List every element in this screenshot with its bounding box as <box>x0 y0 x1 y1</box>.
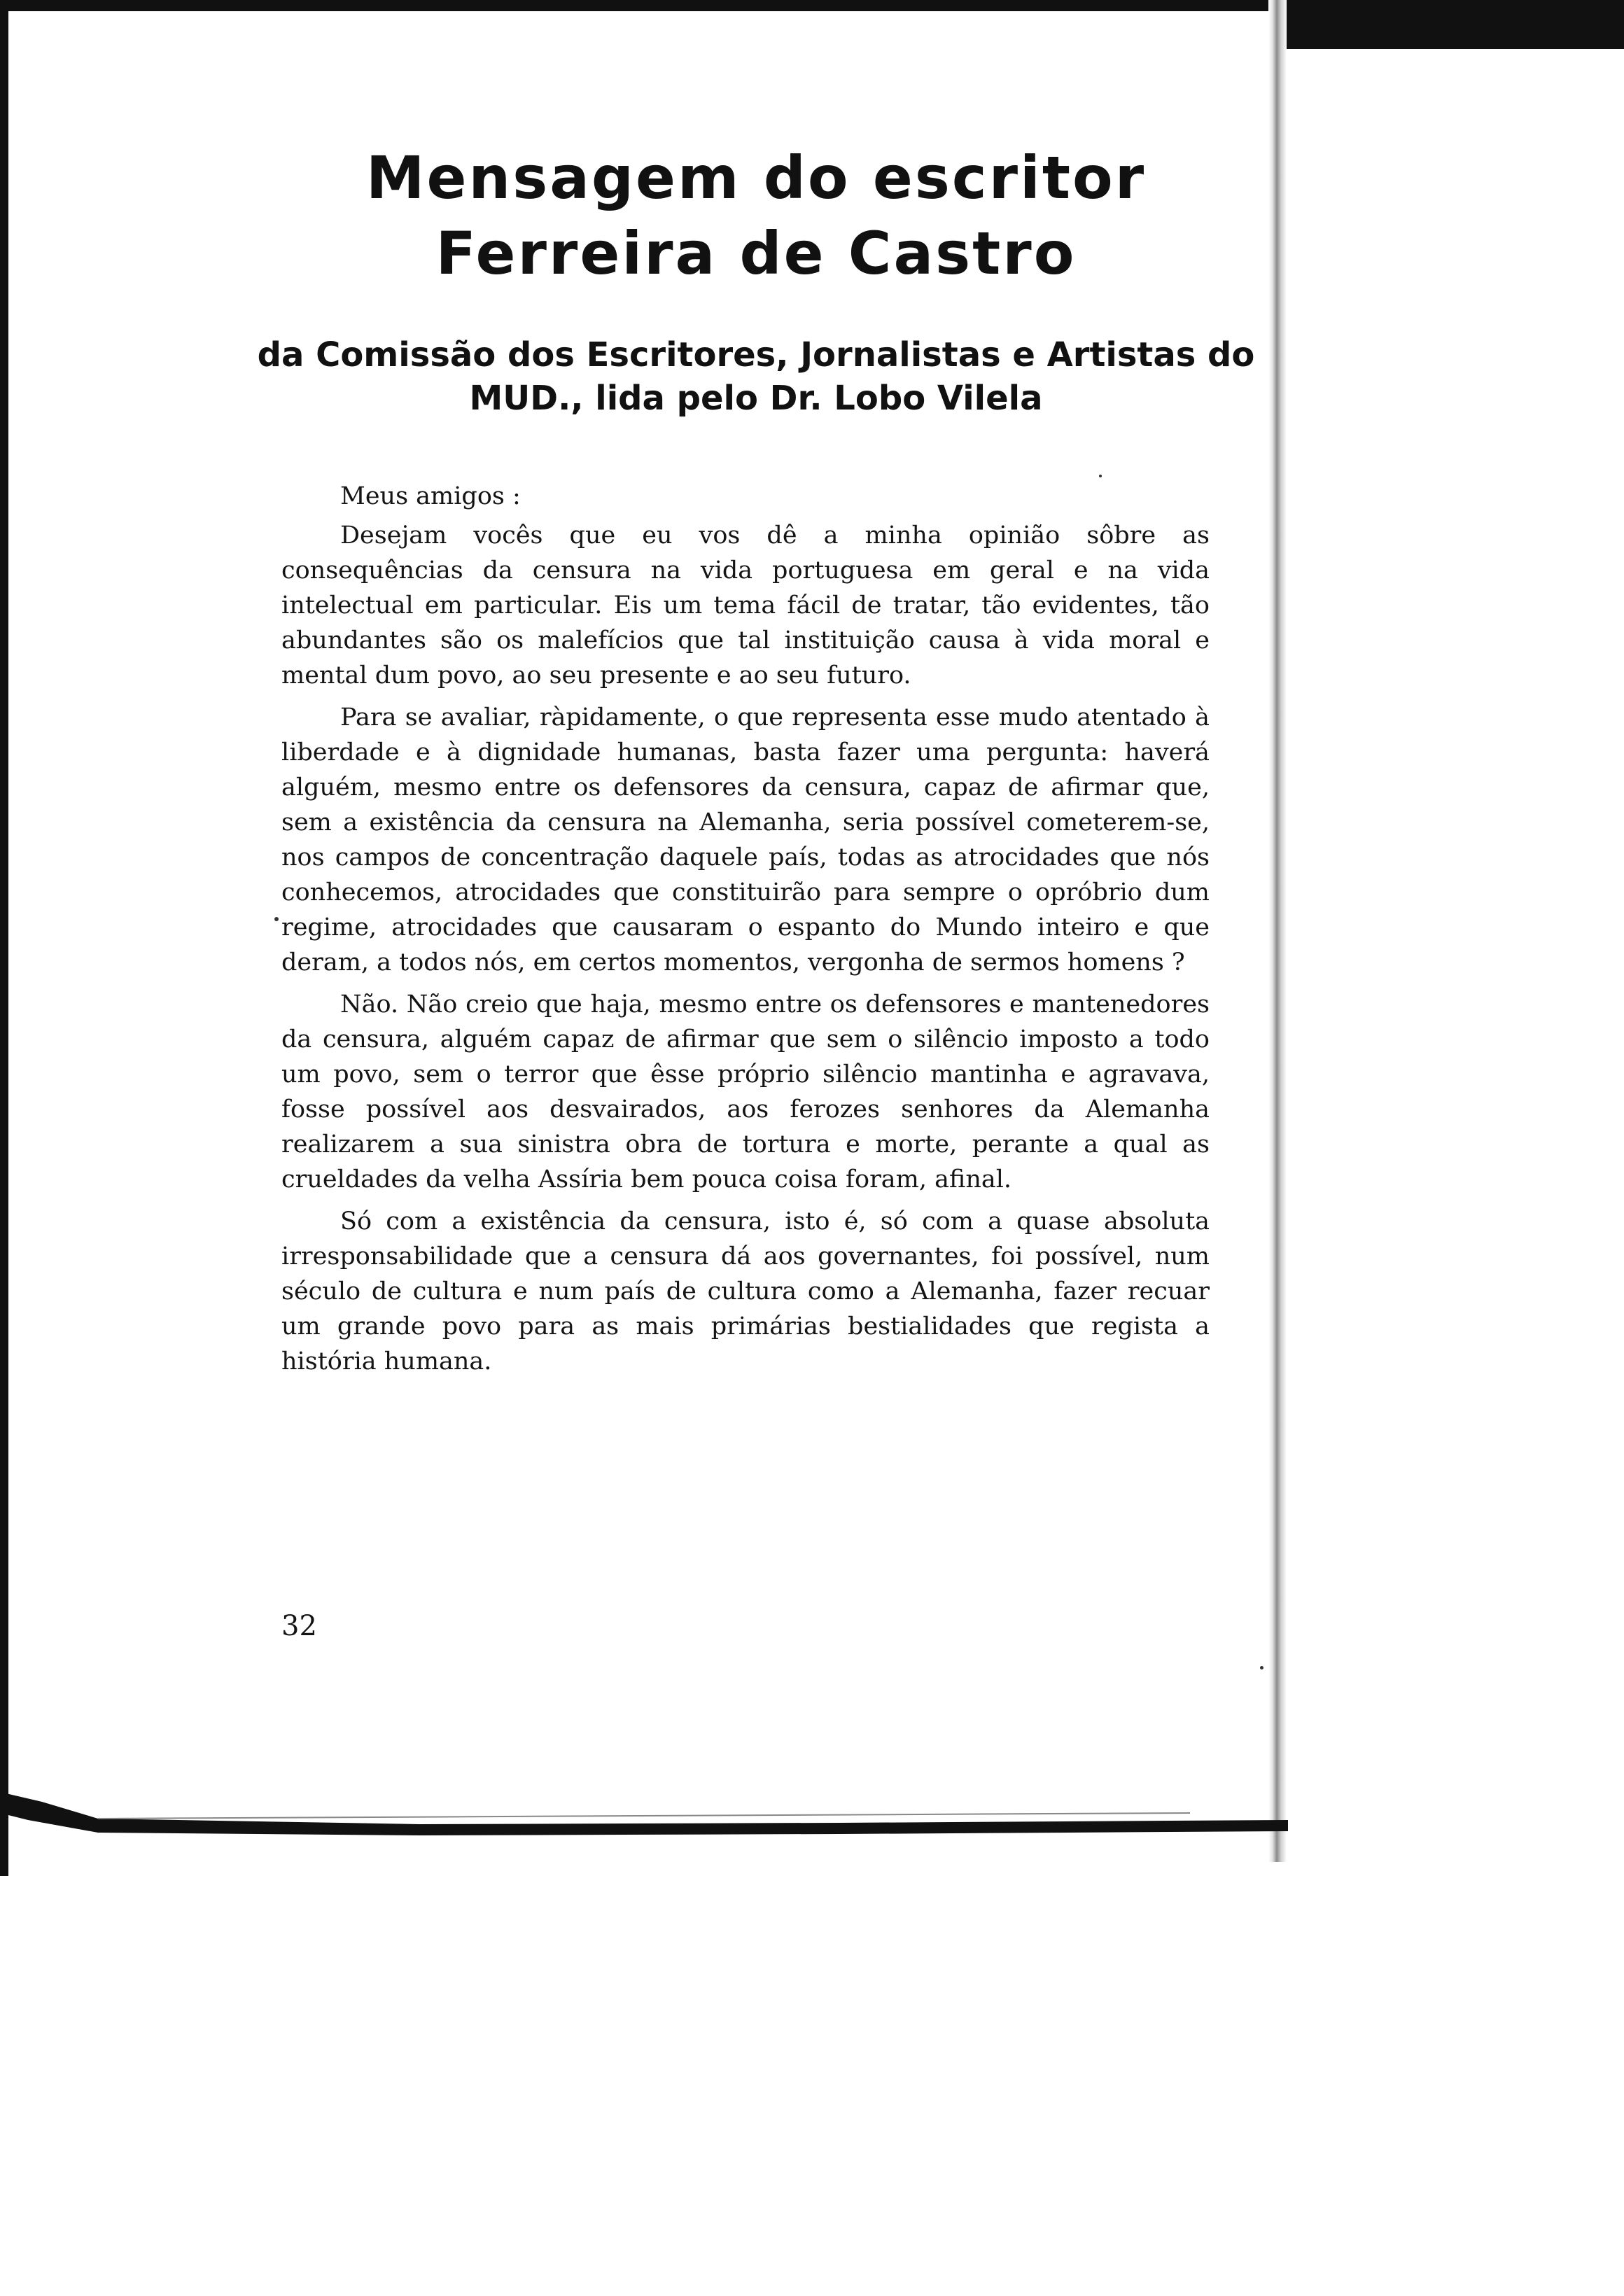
scan-speck <box>1099 475 1102 477</box>
salutation: Meus amigos : <box>340 482 521 510</box>
page-number: 32 <box>281 1610 317 1642</box>
paragraph: Desejam vocês que eu vos dê a minha opinião sôbre as consequências da censura na vida portuguesa em geral e na vida intelectual em particular. Eis um tema fácil de tratar, tão evidentes, tão abundantes são os malefícios que tal instituição causa à vida moral e mental dum povo, ao seu presente e ao seu futuro. <box>281 522 1210 690</box>
scan-speck <box>274 917 279 921</box>
scan-speck <box>1260 1666 1264 1670</box>
paragraph: Não. Não creio que haja, mesmo entre os defensores e mantenedores da censura, alguém capaz de afirmar que sem o silêncio imposto a todo um povo, sem o terror que êsse próprio silêncio mantinha e agravava, fosse possível aos desvairados, aos ferozes senhores da Alemanha realizarem a sua sinistra obra de tortura e morte, perante a qual as crueldades da velha Assíria bem pouca coisa foram, afinal. <box>281 990 1210 1194</box>
body-text <box>281 479 1210 1386</box>
page-title: Mensagem do escritor Ferreira de Castro <box>365 144 1147 288</box>
page-subtitle: da Comissão dos Escritores, Jornalistas e Artistas do MUD., lida pelo Dr. Lobo Vilela <box>257 335 1255 418</box>
paragraph: Só com a existência da censura, isto é, só com a quase absoluta irresponsabilidade que a censura dá aos governantes, foi possível, num século de cultura e num país de cultura como a Alemanha, fazer recuar um grande povo para as mais primárias bestialidades que regista a história humana. <box>281 1208 1210 1376</box>
paragraph: Para se avaliar, ràpidamente, o que representa esse mudo atentado à liberdade e à dignidade humanas, basta fazer uma pergunta: haverá alguém, mesmo entre os defensores da censura, capaz de afirmar que, sem a existência da censura na Alemanha, seria possível cometerem-se, nos campos de concentração daquele país, todas as atrocidades que nós conhecemos, atrocidades que constituirão para sempre o opróbrio dum regime, atrocidades que causaram o espanto do Mundo inteiro e que deram, a todos nós, em certos momentos, vergonha de sermos homens ? <box>281 704 1210 976</box>
